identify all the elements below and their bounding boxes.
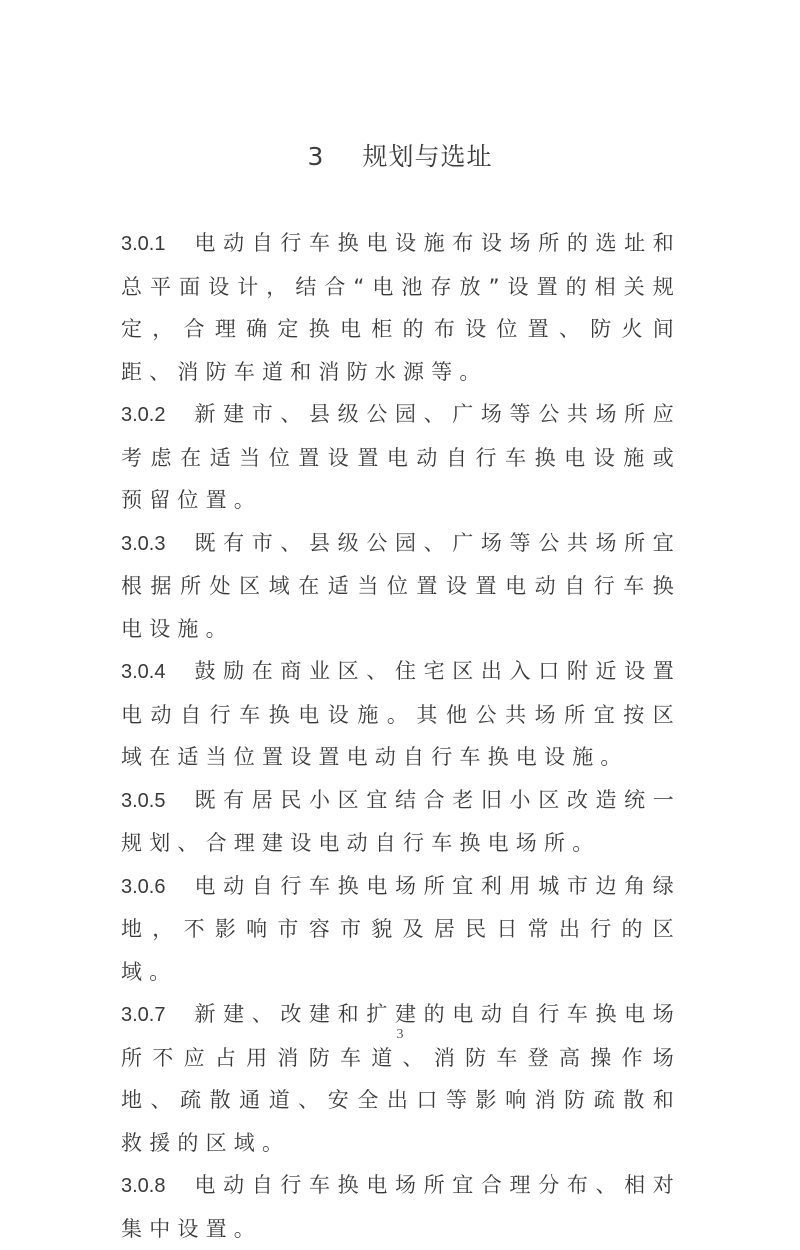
clause-3-0-1 <box>121 222 681 393</box>
page-number: 3 <box>396 1027 404 1042</box>
clause-text: 电动自行车换电场所宜合理分布、相对集中设置。 <box>121 1173 681 1241</box>
clause-number: 3.0.2 <box>121 404 166 426</box>
clause-3-0-8 <box>121 1164 681 1250</box>
clause-number: 3.0.1 <box>121 233 166 255</box>
chapter-title: 规划与选址 <box>362 142 493 171</box>
clause-3-0-4 <box>121 650 681 779</box>
clause-number: 3.0.7 <box>121 1004 166 1026</box>
chapter-heading <box>0 137 800 173</box>
clause-3-0-7 <box>121 993 681 1164</box>
clause-text: 电动自行车换电场所宜利用城市边角绿地，不影响市容市貌及居民日常出行的区域。 <box>121 873 681 984</box>
chapter-number: 3 <box>307 142 325 171</box>
clause-text: 新建、改建和扩建的电动自行车换电场所不应占用消防车道、消防车登高操作场地、疏散通道、安全出口等影响消防疏散和救援的区域。 <box>121 1002 681 1155</box>
clause-3-0-6 <box>121 865 681 994</box>
clause-3-0-3 <box>121 522 681 651</box>
clause-3-0-2 <box>121 393 681 522</box>
clause-list <box>121 222 681 1250</box>
clause-number: 3.0.4 <box>121 661 166 683</box>
clause-number: 3.0.5 <box>121 789 166 812</box>
clause-text: 既有市、县级公园、广场等公共场所宜根据所处区域在适当位置设置电动自行车换电设施。 <box>121 530 681 641</box>
clause-number: 3.0.6 <box>121 875 166 898</box>
clause-number: 3.0.8 <box>121 1175 166 1197</box>
clause-text: 既有居民小区宜结合老旧小区改造统一规划、合理建设电动自行车换电场所。 <box>121 787 681 855</box>
clause-text: 新建市、县级公园、广场等公共场所应考虑在适当位置设置电动自行车换电设施或预留位置。 <box>121 402 681 512</box>
clause-3-0-5 <box>121 779 681 865</box>
clause-number: 3.0.3 <box>121 532 166 555</box>
clause-text: 电动自行车换电设施布设场所的选址和总平面设计，结合“电池存放”设置的相关规定，合理确定换电柜的布设位置、防火间距、消防车道和消防水源等。 <box>121 231 681 384</box>
clause-text: 鼓励在商业区、住宅区出入口附近设置电动自行车换电设施。其他公共场所宜按区域在适当位置设置电动自行车换电设施。 <box>121 659 681 769</box>
